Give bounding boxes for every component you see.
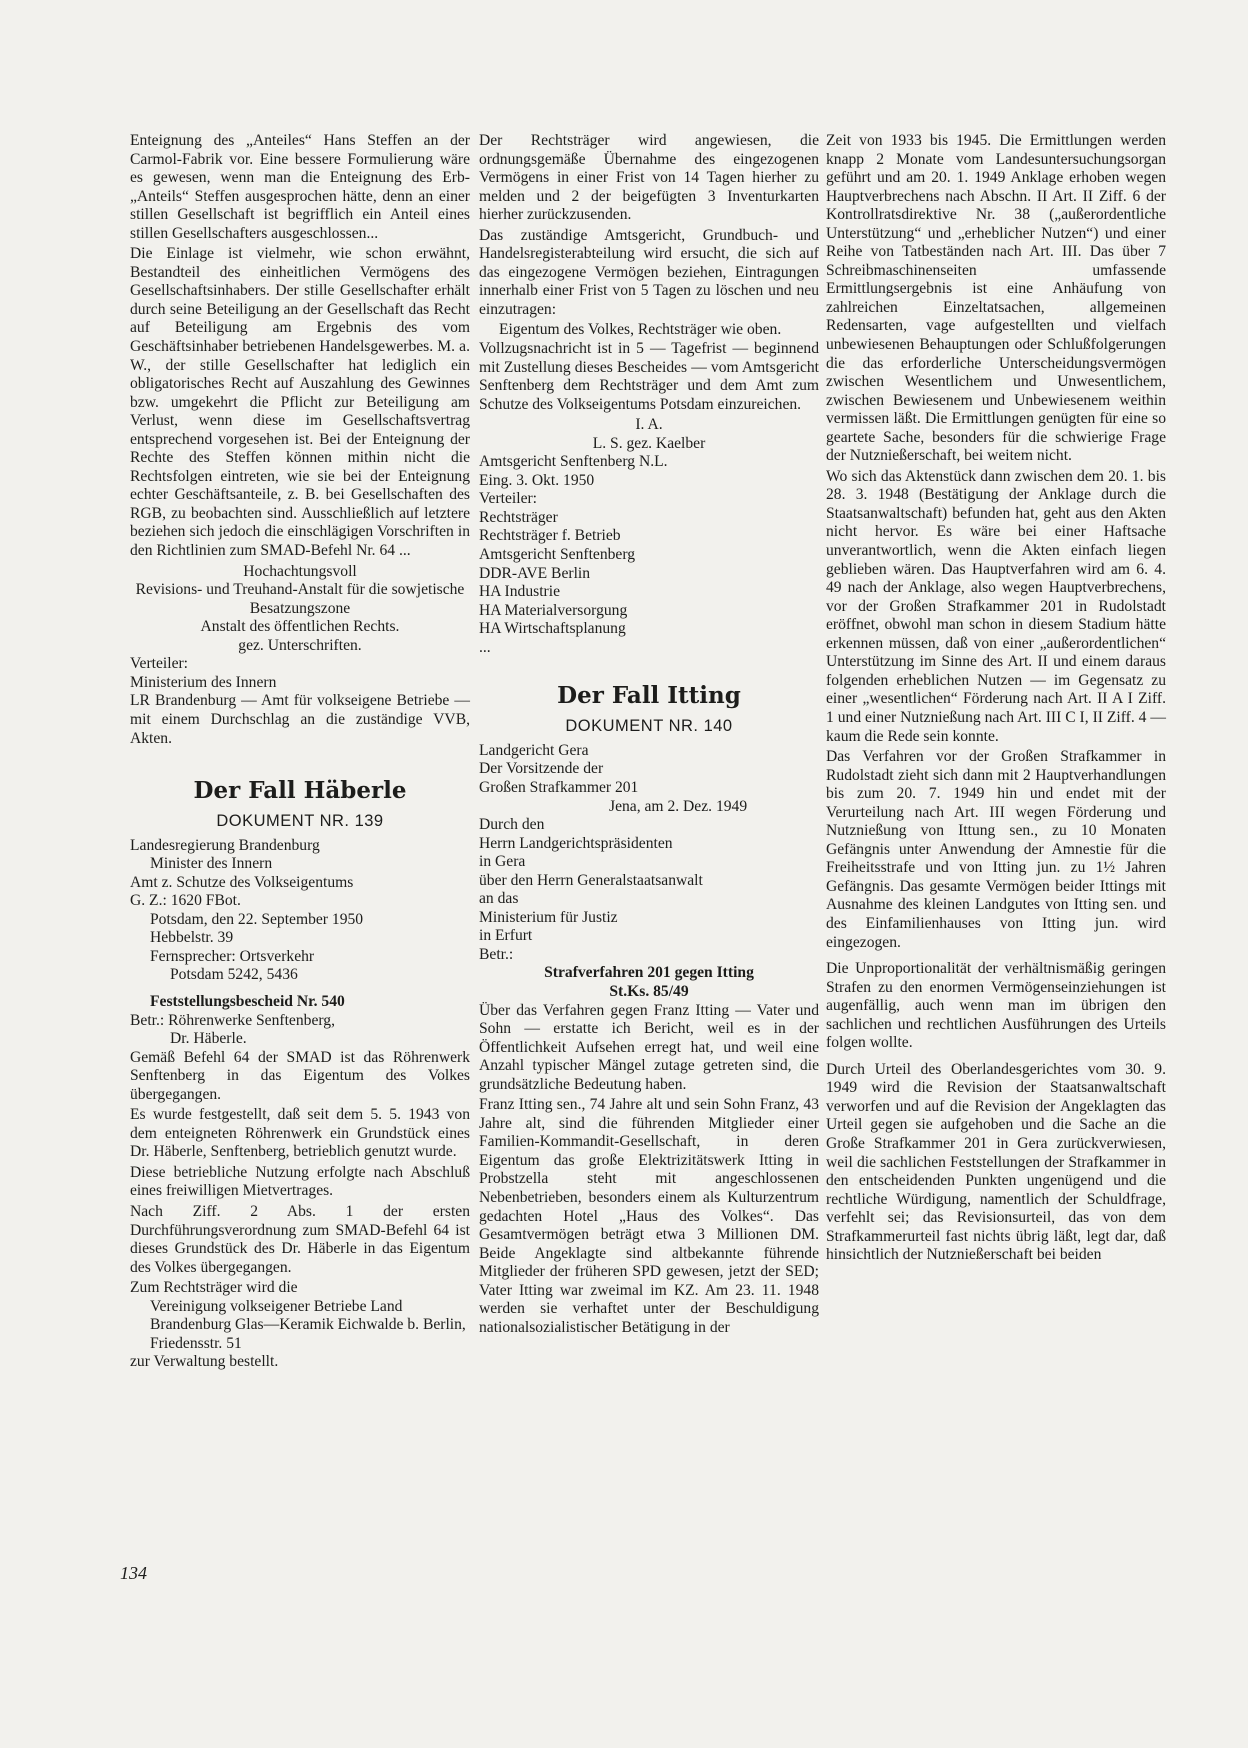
signature-line: I. A. [635,416,663,434]
paragraph: Das Verfahren vor der Großen Strafkammer in Rudolstadt zieht sich dann mit 2 Hauptverhandlungen bis zum 20. 7. 1949 hin und endet mit der Verurteilung nach Art. III wegen Förderung und Nutznießung von Ittung sen., zu 10 Monaten Gefängnis unter Anwendung der Amnestie für die Freiheitsstrafe und von Itting jun. zu 1½ Jahren Gefängnis. Das gesamte Vermögen beider Ittings mit Ausnahme des kleinen Landgutes von Itting sen. und des Einfamilienhauses von Itting jun. wird eingezogen. [826,748,1166,951]
closing-line: gez. Unterschriften. [238,636,362,654]
address-line: Jena, am 2. Dez. 1949 [609,797,748,815]
case-subject: Strafverfahren 201 gegen Itting [544,964,754,982]
address-line: in Erfurt [479,927,533,945]
document-number: DOKUMENT NR. 140 [565,717,733,736]
paragraph: Nach Ziff. 2 Abs. 1 der ersten Durchführungsverordnung zum SMAD-Befehl 64 ist dieses Grundstück des Dr. Häberle in das Eigentum des Volkes übergegangen. [130,1202,470,1276]
section-heading: Der Fall Itting [557,682,741,710]
page-number: 134 [120,1563,147,1583]
address-line: Landgericht Gera [479,741,589,759]
address-line: Fernsprecher: Ortsverkehr [150,947,315,965]
column-1 [130,132,470,1372]
paragraph: Zum Rechtsträger wird die [130,1279,298,1297]
closing-line: Anstalt des öffentlichen Rechts. [200,618,400,636]
paragraph: Durch Urteil des Oberlandesgerichtes vom 30. 9. 1949 wird die Revision der Staatsanwaltschaft verworfen und auf die Revision der Angeklagten das Urteil gegen sie aufgehoben und die Sache an die Große Strafkammer 201 in Gera zurückverwiesen, weil die sachlichen Feststellungen der Strafkammer in den entscheidenden Punkten ungenügend und die rechtliche Würdigung, namentlich der Schuldfrage, verfehlt sei; das Revisionsurteil, das von dem Strafkammerurteil fast nichts übrig läßt, legt dar, daß hinsichtlich der Nutznießerschaft bei beiden [826,1060,1166,1264]
address-line: Der Vorsitzende der [479,760,604,778]
address-line: in Gera [479,853,526,871]
address-line: Potsdam 5242, 5436 [170,966,298,984]
case-number: St.Ks. 85/49 [609,982,689,1000]
column-2 [479,132,819,1339]
paragraph: Der Rechtsträger wird angewiesen, die ordnungsgemäße Übernahme des eingezogenen Vermögens in einer Frist von 14 Tagen hierher zu melden und 2 der beigefügten 3 Inventurkarten hierher zurückzusenden. [479,132,819,224]
distribution-item: HA Wirtschaftsplanung [479,620,626,638]
paragraph: zur Verwaltung bestellt. [130,1353,279,1371]
address-line: Betr.: [479,945,514,963]
address-line: Durch den [479,816,545,834]
address-line: Herrn Landgerichtspräsidenten [479,834,673,852]
paragraph: Die Einlage ist vielmehr, wie schon erwähnt, Bestandteil des einheitlichen Vermögens des Gesellschaftsinhabers. Der stille Gesellschafter erhält durch seine Beteiligung an der Gesellschaft das Recht auf Beteiligung am Ergebnis des vom Geschäftsinhaber betriebenen Handelsgewerbes. M. a. W., der stille Gesellschafter hat lediglich ein obligatorisches Recht auf Auszahlung des Gewinnes bzw. umgekehrt die Pflicht zur Beteiligung am Verlust, wenn diese im Gesellschaftsvertrag entsprechend vorgesehen ist. Bei der Enteignung der Rechte des Steffen können mithin nicht die Rechtsfolgen eintreten, wie sie bei der Enteignung echter Geschäftsanteile, z. B. bei Gesellschaften des RGB, zu beobachten sind. Ausschließlich auf letztere beziehen sich jedoch die einschlägigen Vorschriften in den Richtlinien zum SMAD-Befehl Nr. 64 ... [130,245,470,560]
closing-line: Hochachtungsvoll [243,562,357,580]
address-line: Landesregierung Brandenburg [130,836,320,854]
paragraph: Es wurde festgestellt, daß seit dem 5. 5. 1943 von dem enteigneten Röhrenwerk ein Grundstück eines Dr. Häberle, Senftenberg, betrieblich genutzt wurde. [130,1106,470,1161]
paragraph: Gemäß Befehl 64 der SMAD ist das Röhrenwerk Senftenberg in das Eigentum des Volkes übergegangen. [130,1048,470,1103]
subject-line: Dr. Häberle. [170,1030,247,1048]
document-number: DOKUMENT NR. 139 [216,812,384,831]
paragraph: Eigentum des Volkes, Rechtsträger wie oben. [499,321,782,339]
distribution-label: Verteiler: [130,655,189,673]
address-line: G. Z.: 1620 FBot. [130,892,241,910]
paragraph: Die Unproportionalität der verhältnismäßig geringen Strafen zu den enormen Vermögenseinziehungen ist augenfällig, auch wenn man im übrigen den sachlichen und rechtlichen Ausführungen des Urteils folgen wollte. [826,960,1166,1052]
paragraph: Das zuständige Amtsgericht, Grundbuch- und Handelsregisterabteilung wird ersucht, die sich auf das eingezogene Vermögen beziehen, Eintragungen innerhalb einer Frist von 5 Tagen zu löschen und neu einzutragen: [479,226,819,318]
receipt-stamp: Eing. 3. Okt. 1950 [479,471,595,489]
distribution-item: HA Materialversorgung [479,601,628,619]
distribution-item: ... [479,638,491,656]
address-line: Ministerium für Justiz [479,908,618,926]
address-line: Potsdam, den 22. September 1950 [150,910,364,928]
paragraph: Diese betriebliche Nutzung erfolgte nach Abschluß eines freiwilligen Mietvertrages. [130,1163,470,1200]
paragraph: Über das Verfahren gegen Franz Itting — Vater und Sohn — erstatte ich Bericht, weil es in der Öffentlichkeit Aufsehen erregt hat, und weil eine Anzahl typischer Mängel zutage getreten sind, die grundsätzliche Bedeutung haben. [479,1001,819,1093]
distribution-item: Ministerium des Innern [130,673,277,691]
address-line: Minister des Innern [150,855,273,873]
paragraph: Enteignung des „Anteiles“ Hans Steffen an der Carmol-Fabrik vor. Eine bessere Formulierung wäre es gewesen, wenn man die Enteignung des Erb-„Anteils“ Steffen ausgesprochen hätte, denn an einer stillen Gesellschaft ist begrifflich ein Anteil eines stillen Gesellschafters ausgeschlossen... [130,132,470,242]
address-line: über den Herrn Generalstaatsanwalt [479,871,703,889]
paragraph: Franz Itting sen., 74 Jahre alt und sein Sohn Franz, 43 Jahre alt, sind die führenden Mitglieder einer Familien-Kommandit-Gesellschaft, in deren Eigentum das große Elektrizitätswerk Itting in Probstzella steht mit angeschlossenen Nebenbetrieben, besonders einem als Kulturzentrum gedachten Hotel „Haus des Volkes“. Das Gesamtvermögen beträgt etwa 3 Millionen DM. Beide Angeklagte sind altbekannte führende Mitglieder der früheren SPD gewesen, jetzt der SED; Vater Itting war zweimal im KZ. Am 23. 11. 1948 werden sie verhaftet unter der Beschuldigung nationalsozialistischer Betätigung in der [479,1096,819,1336]
section-heading: Der Fall Häberle [193,777,407,805]
distribution-item: LR Brandenburg — Amt für volkseigene Betriebe — mit einem Durchschlag an die zuständige VVB, Akten. [130,692,470,747]
paragraph: Zeit von 1933 bis 1945. Die Ermittlungen werden knapp 2 Monate vom Landesuntersuchungsorgan geführt und am 20. 1. 1949 Anklage erhoben wegen Hauptverbrechens nach Abschn. II Art. II Ziff. 6 der Kontrollratsdirektive Nr. 38 („außerordentliche Unterstützung“ und „erheblicher Nutzen“) und einer Reihe von Tatbeständen nach Art. III. Das über 7 Schreibmaschinenseiten umfassende Ermittlungsergebnis ist eine Anhäufung von zahlreichen Einzeltatsachen, allgemeinen Redensarten, vage aufgestellten und vielfach unbewiesenen Behauptungen oder Schlußfolgerungen die das erforderliche Unterscheidungsvermögen zwischen Wesentlichem und Unwesentlichem, zwischen Bewiesenem und Unbewiesenem weithin vermissen läßt. Die Ermittlungen genügten für eine so geartete Sache, besonders für die schwierige Frage der Nutznießerschaft, bei weitem nicht. [826,132,1166,465]
paragraph: Wo sich das Aktenstück dann zwischen dem 20. 1. bis 28. 3. 1948 (Bestätigung der Anklage durch die Staatsanwaltschaft) befunden hat, geht aus den Akten nicht hervor. Es wäre bei einer Haftsache unverantwortlich, wenn die Akten einfach liegen geblieben wären. Das Hauptverfahren wird am 6. 4. 49 nach der Anklage, also wegen Hauptverbrechens, vor der Großen Strafkammer 201 in Rudolstadt eröffnet, obwohl man schon in diesem Stadium hätte erkennen müssen, daß von einer „außerordentlichen“ Unterstützung im Sinne des Art. II und einem daraus folgenden erheblichen Nutzen — im Gegensatz zu einer „wesentlichen“ Förderung nach Art. II A I Ziff. 1 und einer Nutznießung nach Art. III C I, II Ziff. 4 — kaum die Rede sein konnte. [826,467,1166,745]
subject-line: Betr.: Röhrenwerke Senftenberg, [130,1011,335,1029]
distribution-item: DDR-AVE Berlin [479,564,591,582]
closing-line: Revisions- und Treuhand-Anstalt für die sowjetische Besatzungszone [135,581,465,617]
distribution-item: Rechtsträger f. Betrieb [479,527,621,545]
column-3 [826,132,1166,1267]
address-line: an das [479,890,519,908]
distribution-item: Amtsgericht Senftenberg [479,546,636,564]
paragraph: Vollzugsnachricht ist in 5 — Tagefrist — beginnend mit Zustellung dieses Bescheides — vom Amtsgericht Senftenberg dem Rechtsträger und dem Amt zum Schutze des Volkseigentums Potsdam einzureichen. [479,340,819,413]
paragraph: Vereinigung volkseigener Betriebe Land Brandenburg Glas—Keramik Eichwalde b. Berlin, Friedensstr. 51 [150,1297,466,1352]
address-line: Großen Strafkammer 201 [479,778,639,796]
signature-line: L. S. gez. Kaelber [592,434,706,452]
receipt-stamp: Amtsgericht Senftenberg N.L. [479,453,668,471]
address-line: Hebbelstr. 39 [150,929,234,947]
address-line: Amt z. Schutze des Volkseigentums [130,873,354,891]
distribution-item: HA Industrie [479,583,560,601]
notice-title: Feststellungsbescheid Nr. 540 [150,992,345,1010]
distribution-label: Verteiler: [479,490,538,508]
distribution-item: Rechtsträger [479,508,558,526]
